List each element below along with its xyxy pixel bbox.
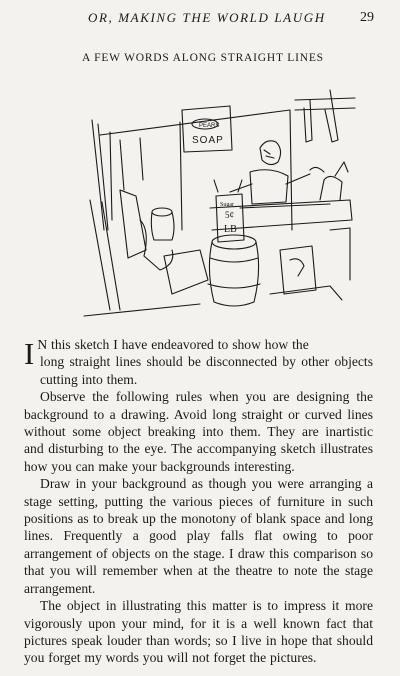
back-wall-lines bbox=[92, 90, 355, 230]
paragraph-1-lead: N this sketch I have endeavored to show how the bbox=[37, 337, 309, 352]
box-label-mid: 5¢ bbox=[225, 210, 234, 220]
shopkeeper bbox=[230, 141, 330, 208]
paragraph-1 bbox=[24, 336, 373, 388]
running-head: OR, MAKING THE WORLD LAUGH bbox=[88, 10, 326, 25]
paragraph-3: Draw in your background as though you were arranging a stage setting, putting the various pieces of furniture in such positions as to break up the monotony of blank space and long lines. Frequently a good play falls flat owing to poor arrangement of objects on the stage. I draw this comparison so that you will remember when at the theatre to note the stage arrangement. bbox=[24, 476, 373, 596]
box-label-top: Sugar bbox=[220, 202, 234, 208]
body-text bbox=[24, 336, 373, 667]
store-interior-illustration bbox=[80, 80, 360, 320]
paragraph-2: Observe the following rules when you are designing the background to a drawing. Avoid long straight or curved lines without some object breaking into them. They are inartistic and disturbing to the eye. The accompanying sketch illustrates how you can make your backgrounds interesting. bbox=[24, 389, 373, 474]
sign-top-text: PEARS bbox=[199, 123, 220, 129]
paragraph-4: The object in illustrating this matter is to impress it more vigorously upon your mind, for it is a well known fact that pictures speak louder than words; so I live in hope that should you forget my words you will not forget the pictures. bbox=[24, 598, 373, 666]
figure-caption: A FEW WORDS ALONG STRAIGHT LINES bbox=[82, 52, 324, 64]
box-label-bottom: LB bbox=[224, 224, 237, 235]
sugar-box bbox=[214, 180, 244, 242]
soap-sign bbox=[182, 106, 232, 152]
sign-bottom-text: SOAP bbox=[192, 135, 224, 146]
drop-cap: I bbox=[24, 336, 35, 371]
page-number: 29 bbox=[360, 10, 374, 25]
paragraph-1-rest: long straight lines should be disconnected by other objects cutting into them. bbox=[40, 354, 373, 387]
